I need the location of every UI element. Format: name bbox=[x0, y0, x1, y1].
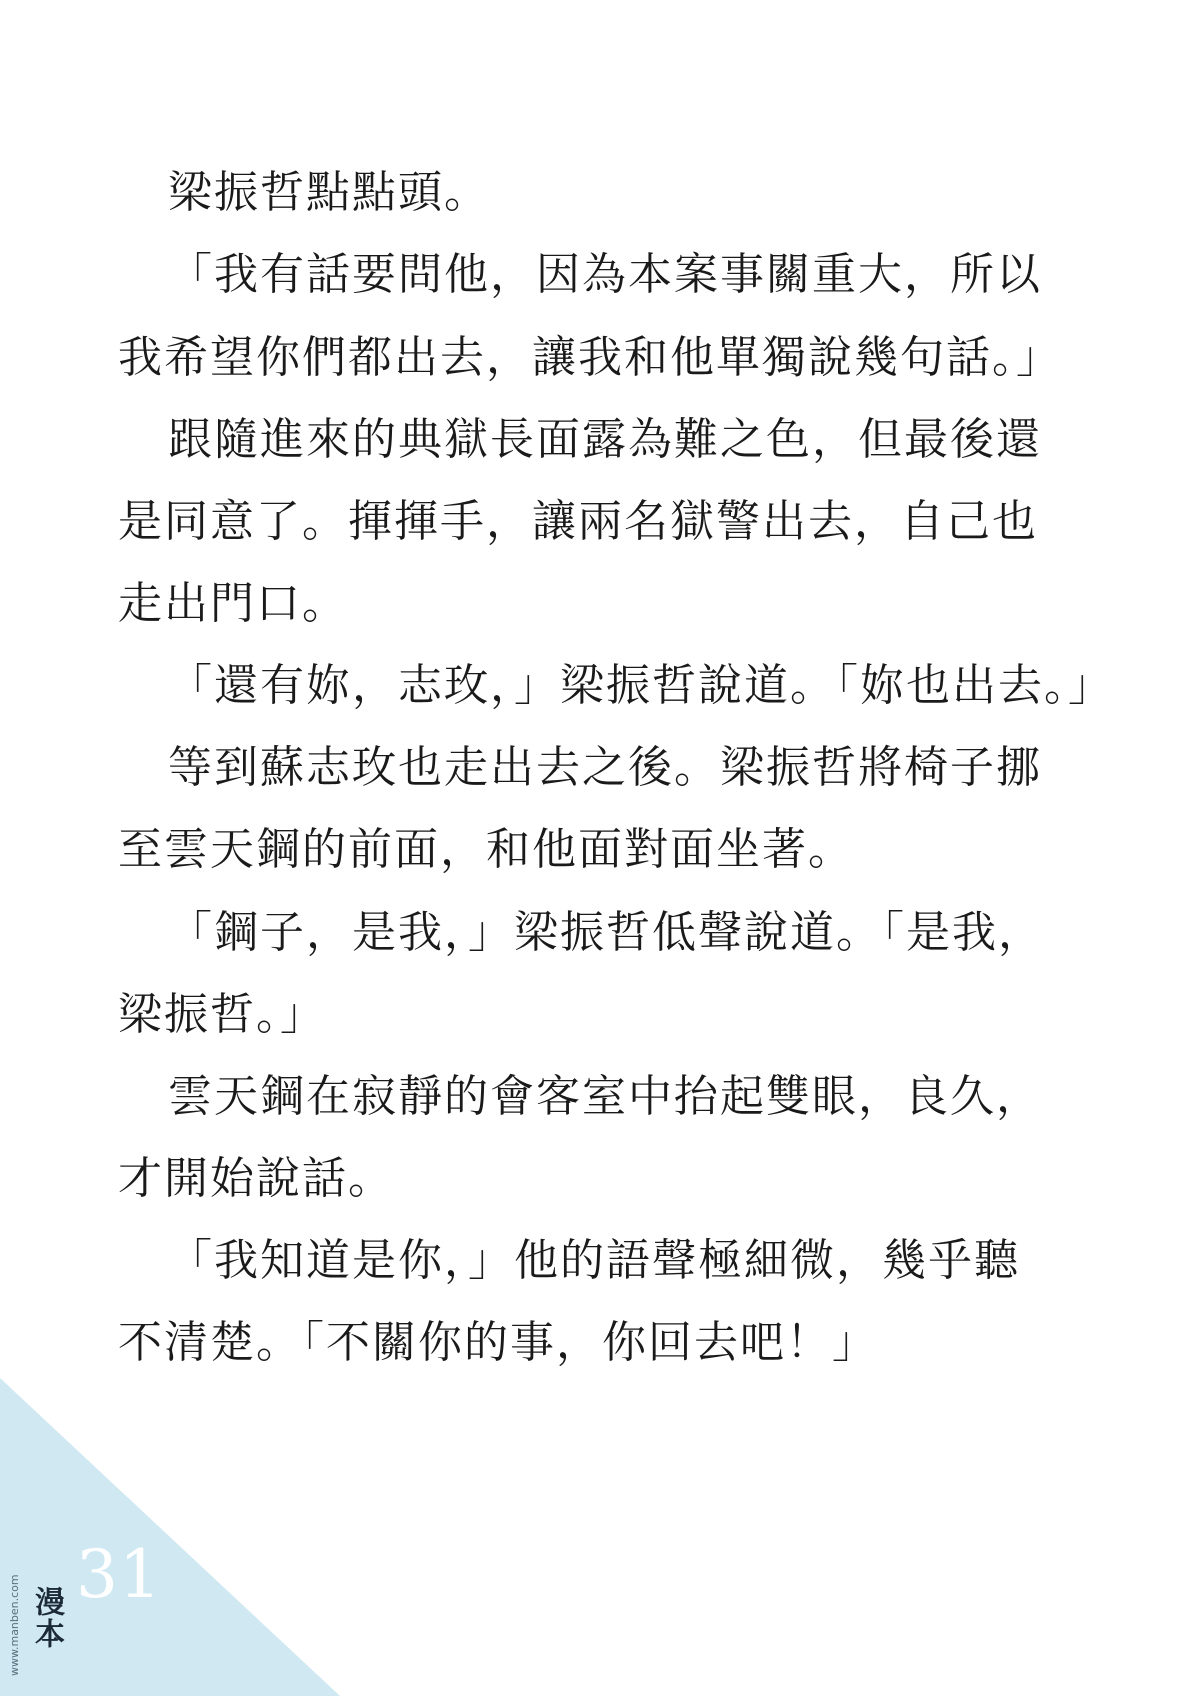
text-line: 「還有妳，志玫，」梁振哲說道。「妳也出去。」 bbox=[168, 660, 1114, 711]
text-line: 走出門口。 bbox=[118, 578, 348, 629]
text-line: 至雲天鋼的前面，和他面對面坐著。 bbox=[118, 824, 854, 875]
text-line: 我希望你們都出去，讓我和他單獨說幾句話。」 bbox=[118, 332, 1062, 383]
watermark-url: www.manben.com bbox=[8, 1574, 21, 1676]
text-line: 「我知道是你，」他的語聲極細微，幾乎聽 bbox=[168, 1235, 1020, 1286]
text-line: 「鋼子，是我，」梁振哲低聲說道。「是我， bbox=[168, 907, 1044, 958]
text-line: 雲天鋼在寂靜的會客室中抬起雙眼，良久， bbox=[168, 1071, 1042, 1122]
text-line: 等到蘇志玫也走出去之後。梁振哲將椅子挪 bbox=[168, 742, 1042, 793]
text-line: 梁振哲點點頭。 bbox=[168, 167, 490, 218]
text-line: 跟隨進來的典獄長面露為難之色，但最後還 bbox=[168, 414, 1042, 465]
page-number: 31 bbox=[76, 1536, 162, 1613]
text-line: 才開始說話。 bbox=[118, 1153, 394, 1204]
text-line: 是同意了。揮揮手，讓兩名獄警出去，自己也 bbox=[118, 496, 1038, 547]
text-line: 不清楚。「不關你的事，你回去吧！」 bbox=[118, 1317, 878, 1368]
watermark-logo: 漫本 bbox=[29, 1586, 64, 1650]
text-line: 「我有話要問他，因為本案事關重大，所以 bbox=[168, 249, 1042, 300]
text-line: 梁振哲。」 bbox=[118, 989, 326, 1040]
